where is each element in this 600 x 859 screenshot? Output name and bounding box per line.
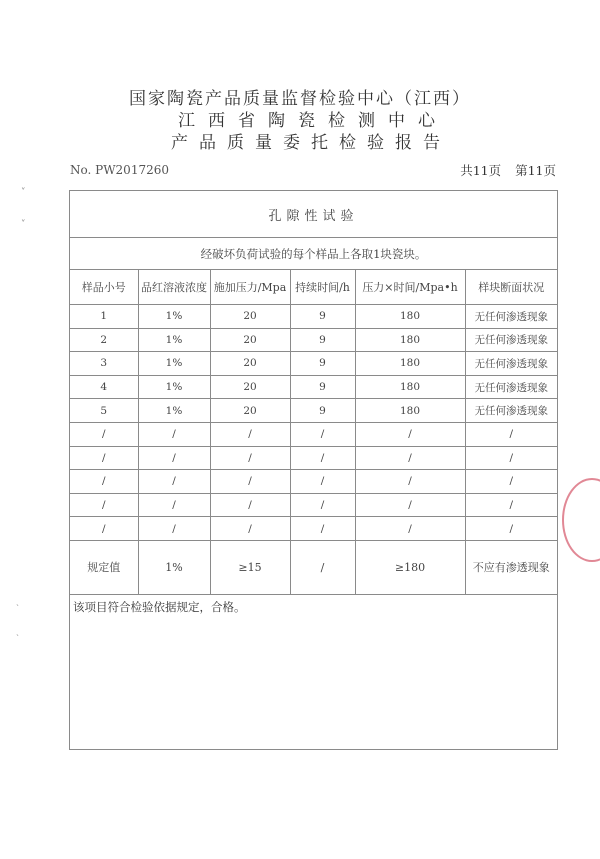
table-cell: 9: [290, 375, 355, 399]
report-frame: [69, 190, 558, 750]
spec-cell: 1%: [138, 540, 210, 594]
col-duration: 持续时间/h: [290, 270, 355, 305]
table-cell: 9: [290, 305, 355, 329]
table-cell: /: [138, 493, 210, 517]
table-cell: 180: [355, 328, 465, 352]
table-cell: 9: [290, 399, 355, 423]
table-cell: /: [355, 470, 465, 494]
table-cell: 9: [290, 352, 355, 376]
table-cell: 4: [70, 375, 138, 399]
report-header-line1: 国家陶瓷产品质量监督检验中心（江西）: [129, 89, 471, 109]
table-cell: 1: [70, 305, 138, 329]
table-cell: /: [355, 446, 465, 470]
porosity-table: [70, 191, 557, 595]
scan-speck: ˅: [21, 220, 26, 230]
table-cell: 1%: [138, 399, 210, 423]
table-cell: 180: [355, 375, 465, 399]
table-row: [70, 493, 557, 517]
table-cell: /: [70, 493, 138, 517]
table-cell: /: [70, 517, 138, 541]
table-cell: 3: [70, 352, 138, 376]
col-section-status: 样块断面状况: [465, 270, 557, 305]
table-cell: /: [465, 446, 557, 470]
spec-cell: 规定值: [70, 540, 138, 594]
table-cell: /: [70, 446, 138, 470]
table-cell: /: [465, 422, 557, 446]
table-cell: /: [210, 517, 290, 541]
table-cell: /: [138, 422, 210, 446]
section-title: 孔隙性试验: [70, 191, 557, 238]
table-cell: 1%: [138, 328, 210, 352]
table-row: [70, 422, 557, 446]
col-pressure-time: 压力×时间/Mpa•h: [355, 270, 465, 305]
table-row: [70, 305, 557, 329]
table-cell: 无任何渗透现象: [465, 305, 557, 329]
table-cell: 2: [70, 328, 138, 352]
document-number: No. PW2017260: [70, 163, 169, 177]
table-cell: 180: [355, 399, 465, 423]
table-row: [70, 328, 557, 352]
conclusion-text: 该项目符合检验依据规定，合格。: [73, 600, 246, 614]
spec-cell: ≥180: [355, 540, 465, 594]
table-cell: 无任何渗透现象: [465, 399, 557, 423]
current-page: 第11页: [515, 163, 556, 178]
scan-speck: ˎ: [16, 597, 19, 607]
table-cell: /: [290, 517, 355, 541]
table-cell: /: [210, 493, 290, 517]
table-cell: /: [290, 422, 355, 446]
table-cell: 无任何渗透现象: [465, 328, 557, 352]
table-cell: /: [355, 493, 465, 517]
table-cell: /: [210, 422, 290, 446]
table-cell: /: [465, 493, 557, 517]
table-cell: 20: [210, 352, 290, 376]
table-cell: /: [138, 446, 210, 470]
header-row: [70, 270, 557, 305]
scan-speck: ˎ: [16, 627, 19, 637]
table-cell: 20: [210, 399, 290, 423]
table-cell: /: [290, 470, 355, 494]
table-row: [70, 352, 557, 376]
table-cell: /: [138, 517, 210, 541]
col-sample-no: 样品小号: [70, 270, 138, 305]
table-cell: /: [138, 470, 210, 494]
table-row: [70, 446, 557, 470]
table-cell: /: [70, 422, 138, 446]
table-cell: 1%: [138, 305, 210, 329]
table-cell: /: [355, 517, 465, 541]
table-cell: /: [290, 446, 355, 470]
spec-cell: ≥15: [210, 540, 290, 594]
table-cell: 无任何渗透现象: [465, 352, 557, 376]
table-cell: 180: [355, 305, 465, 329]
table-cell: 1%: [138, 352, 210, 376]
scan-speck: ˅: [21, 188, 26, 198]
spec-row: [70, 540, 557, 594]
table-cell: 5: [70, 399, 138, 423]
table-row: [70, 375, 557, 399]
col-pressure: 施加压力/Mpa: [210, 270, 290, 305]
table-cell: 20: [210, 375, 290, 399]
table-cell: /: [465, 517, 557, 541]
total-pages: 共11页: [460, 163, 502, 178]
table-cell: /: [465, 470, 557, 494]
table-row: [70, 517, 557, 541]
col-dye-concentration: 品红溶液浓度: [138, 270, 210, 305]
table-cell: 9: [290, 328, 355, 352]
report-header-line3: 产品质量委托检验报告: [171, 133, 451, 153]
table-cell: 无任何渗透现象: [465, 375, 557, 399]
spec-cell: 不应有渗透现象: [465, 540, 557, 594]
spec-cell: /: [290, 540, 355, 594]
table-cell: /: [210, 446, 290, 470]
table-cell: /: [355, 422, 465, 446]
sampling-note: 经破坏负荷试验的每个样品上各取1块瓷块。: [70, 238, 557, 270]
red-seal-stamp: [562, 478, 600, 562]
table-cell: 20: [210, 328, 290, 352]
table-cell: 180: [355, 352, 465, 376]
table-cell: /: [210, 470, 290, 494]
table-row: [70, 399, 557, 423]
table-cell: /: [290, 493, 355, 517]
table-cell: /: [70, 470, 138, 494]
page-indicator: [450, 161, 556, 179]
report-header-line2: 江西省陶瓷检测中心: [178, 111, 448, 131]
table-cell: 1%: [138, 375, 210, 399]
table-cell: 20: [210, 305, 290, 329]
table-row: [70, 470, 557, 494]
